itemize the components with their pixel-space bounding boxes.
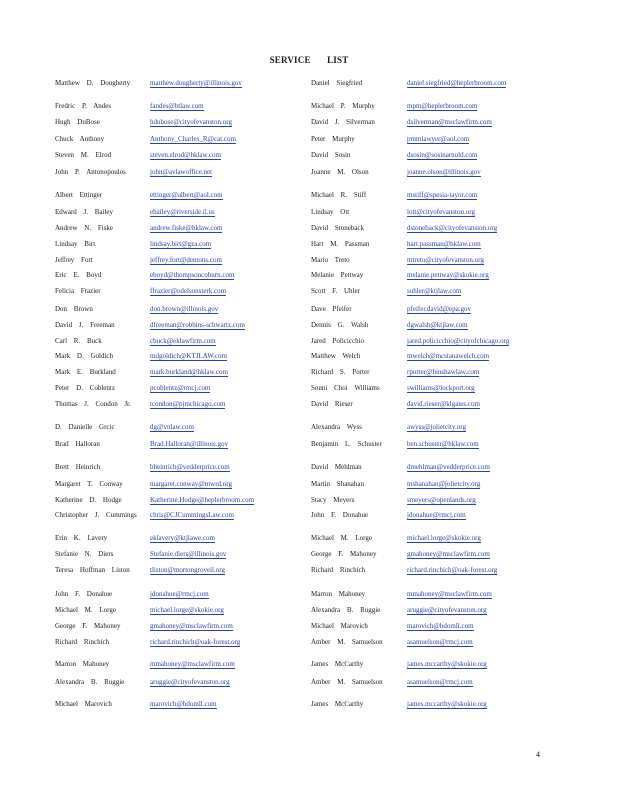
left-entry-email-link[interactable]: mark.burkland@hklaw.com xyxy=(150,368,228,376)
right-entry-email-link[interactable]: gmahoney@msclawfirm.com xyxy=(407,550,490,558)
left-entry-email-link[interactable]: ebailey@riverside.il.us xyxy=(150,208,215,216)
left-entry-name: Michael Marovich xyxy=(55,700,112,708)
left-entry-name: Marron Mahoney xyxy=(55,660,110,668)
left-entry-email-link[interactable]: ffrazier@odelsonsterk.com xyxy=(150,287,227,295)
right-entry-email-link[interactable]: mwelch@mcstanawelch.com xyxy=(407,352,490,360)
right-entry-name: George F. Mahoney xyxy=(311,550,377,558)
left-entry-email-link[interactable]: Brad.Halloran@illinois.gov xyxy=(150,440,228,448)
left-entry-email-link[interactable]: mmahoney@msclawfirm.com xyxy=(150,660,235,668)
left-entry-email-link[interactable]: aruggie@cityofevanston.org xyxy=(150,678,230,686)
left-entry-email-link[interactable]: fandes@btlaw.com xyxy=(150,102,204,110)
right-entry-email-link[interactable]: dsosin@sosinarnold.com xyxy=(407,151,478,159)
right-entry-name: Alexandra B. Ruggie xyxy=(311,606,381,614)
left-entry-name: Michael M. Lorge xyxy=(55,606,116,614)
right-entry-email-link[interactable]: pmmlawyer@aol.com xyxy=(407,135,470,143)
right-entry-name: Stacy Meyers xyxy=(311,496,355,504)
left-entry-name: Richard Rinchich xyxy=(55,638,110,646)
right-entry-email-link[interactable]: mmahoney@msclawfirm.com xyxy=(407,590,492,598)
right-entry-name: Dennis G. Walsh xyxy=(311,321,369,329)
right-entry-name: Benjamin L. Schuster xyxy=(311,440,382,448)
right-entry-email-link[interactable]: asamuelson@rmcj.com xyxy=(407,638,473,646)
left-entry-email-link[interactable]: don.brown@illinois.gov xyxy=(150,305,219,313)
left-entry-email-link[interactable]: cbuck@eklawfirm.com xyxy=(150,337,216,345)
right-entry-name: Scott F. Uhler xyxy=(311,287,360,295)
left-entry-email-link[interactable]: matthew.dougherty@illinois.gov xyxy=(150,79,242,87)
left-entry-name: Mark D. Goldich xyxy=(55,352,114,360)
right-entry-email-link[interactable]: james.mccarthy@skokie.org xyxy=(407,660,487,668)
right-entry-email-link[interactable]: swilliams@lockport.org xyxy=(407,384,475,392)
right-entry-email-link[interactable]: awyss@jolietcity.org xyxy=(407,423,466,431)
left-entry-name: Felicia Frazier xyxy=(55,287,101,295)
left-entry-email-link[interactable]: eboyd@thompsoncoburn.com xyxy=(150,271,235,279)
right-entry-name: James McCarthy xyxy=(311,660,364,668)
right-entry-email-link[interactable]: mstiff@spesia-tayor.com xyxy=(407,191,478,199)
right-entry-email-link[interactable]: hart.passman@hklaw.com xyxy=(407,240,481,248)
right-entry-name: David Sosin xyxy=(311,151,351,159)
right-entry-email-link[interactable]: david.rieser@klgates.com xyxy=(407,400,480,408)
right-entry-email-link[interactable]: aruggie@cityofevanston.org xyxy=(407,606,487,614)
right-entry-name: Dave Pfeifer xyxy=(311,305,352,313)
left-entry-name: John P. Antonopoulos xyxy=(55,168,126,176)
right-entry-name: James McCarthy xyxy=(311,700,364,708)
left-entry-email-link[interactable]: tliston@mortongroveil.org xyxy=(150,566,225,574)
left-entry-name: Teresa Hoffman Liston xyxy=(55,566,130,574)
right-entry-email-link[interactable]: michael.lorge@skokie.org xyxy=(407,534,481,542)
left-entry-name: Edward J. Bailey xyxy=(55,208,114,216)
left-entry-name: Brad Halloran xyxy=(55,440,100,448)
left-entry-email-link[interactable]: Anthony_Charles_R@cat.com xyxy=(150,135,236,143)
left-entry-name: Jeffrey Fort xyxy=(55,256,93,264)
left-entry-email-link[interactable]: pcoblentz@rmcj.com xyxy=(150,384,211,392)
left-entry-email-link[interactable]: marovich@hdomll.com xyxy=(150,700,217,708)
right-entry-email-link[interactable]: dgwalsh@ktjlaw.com xyxy=(407,321,468,329)
right-entry-name: David Rieser xyxy=(311,400,353,408)
right-entry-email-link[interactable]: daniel.siegfried@heplerbroom.com xyxy=(407,79,507,87)
right-entry-name: Richard Rinchich xyxy=(311,566,366,574)
right-entry-email-link[interactable]: suhler@ktjlaw.com xyxy=(407,287,462,295)
left-entry-name: Fredric P. Andes xyxy=(55,102,112,110)
right-entry-email-link[interactable]: james.mccarthy@skokie.org xyxy=(407,700,487,708)
left-entry-name: Christopher J. Cummings xyxy=(55,511,137,519)
left-entry-name: Peter D. Coblentz xyxy=(55,384,115,392)
right-entry-name: Hart M. Passman xyxy=(311,240,370,248)
right-entry-name: Daniel Siegfried xyxy=(311,79,363,87)
right-entry-email-link[interactable]: rporter@hinshawlaw.com xyxy=(407,368,480,376)
right-entry-email-link[interactable]: marovich@hdomll.com xyxy=(407,622,474,630)
left-entry-email-link[interactable]: andrew.fiske@hklaw.com xyxy=(150,224,223,232)
right-entry-email-link[interactable]: dsilverman@msclawfirm.com xyxy=(407,118,492,126)
page-number: 4 xyxy=(536,750,540,759)
right-entry-name: Mario Treto xyxy=(311,256,350,264)
right-entry-name: Melanie Pettway xyxy=(311,271,364,279)
left-entry-email-link[interactable]: mdgoldich@KTJLAW.com xyxy=(150,352,227,360)
right-entry-email-link[interactable]: joanne.olson@illinois.gov xyxy=(407,168,481,176)
right-entry-email-link[interactable]: richard.rinchich@oak-forest.org xyxy=(407,566,498,574)
left-entry-email-link[interactable]: gmahoney@msclawfirm.com xyxy=(150,622,233,630)
left-entry-email-link[interactable]: john@avlawoffice.net xyxy=(150,168,213,176)
right-entry-name: Michael P. Murphy xyxy=(311,102,375,110)
right-entry-email-link[interactable]: lott@cityofevanston.org xyxy=(407,208,475,216)
left-entry-email-link[interactable]: Katherine.Hodge@heplerbroom.com xyxy=(150,496,255,504)
right-entry-name: Alexandra Wyss xyxy=(311,423,362,431)
right-entry-email-link[interactable]: ben.schuster@hklaw.com xyxy=(407,440,479,448)
left-entry-email-link[interactable]: dg@vnlaw.com xyxy=(150,423,194,431)
right-entry-name: Martin Shanahan xyxy=(311,480,365,488)
left-entry-name: Katherine D. Hodge xyxy=(55,496,122,504)
page-title: SERVICE LIST xyxy=(269,55,349,65)
right-entry-name: Richard S. Porter xyxy=(311,368,370,376)
right-entry-name: Michael R. Stiff xyxy=(311,191,367,199)
left-entry-name: D. Danielle Grcic xyxy=(55,423,115,431)
left-entry-name: Carl R. Buck xyxy=(55,337,102,345)
left-entry-email-link[interactable]: eklavery@ktjlawe.com xyxy=(150,534,215,542)
right-entry-name: Matthew Welch xyxy=(311,352,361,360)
left-entry-email-link[interactable]: chris@CJCummingsLaw.com xyxy=(150,511,234,519)
right-entry-email-link[interactable]: smeyers@openlands.org xyxy=(407,496,476,504)
left-entry-email-link[interactable]: hdubose@cityofevanston.org xyxy=(150,118,232,126)
left-entry-email-link[interactable]: lindsay.birt@gza.com xyxy=(150,240,212,248)
right-entry-name: Michael Marovich xyxy=(311,622,368,630)
left-entry-name: David J. Freeman xyxy=(55,321,115,329)
left-entry-email-link[interactable]: Stefanie.diers@illinois.gov xyxy=(150,550,227,558)
left-entry-email-link[interactable]: dfreeman@robbins-schwartz.com xyxy=(150,321,245,329)
right-entry-name: David Stoneback xyxy=(311,224,365,232)
right-entry-email-link[interactable]: mpm@heplerbroom.com xyxy=(407,102,478,110)
right-entry-email-link[interactable]: mshanahan@jolietcity.org xyxy=(407,480,481,488)
right-entry-email-link[interactable]: asamuelson@rmcj.com xyxy=(407,678,473,686)
left-entry-name: Brett Heinrich xyxy=(55,463,101,471)
right-entry-name: Sonni Choi Williams xyxy=(311,384,380,392)
left-entry-name: Hugh DuBose xyxy=(55,118,100,126)
right-entry-name: Joanne M. Olson xyxy=(311,168,369,176)
right-entry-name: Amber M. Samuelson xyxy=(311,678,383,686)
right-entry-name: David J. Silverman xyxy=(311,118,375,126)
left-entry-email-link[interactable]: margaret.conway@mwrd.org xyxy=(150,480,232,488)
left-entry-email-link[interactable]: jdonahue@rmcj.com xyxy=(150,590,209,598)
left-entry-name: Albert Ettinger xyxy=(55,191,103,199)
right-entry-email-link[interactable]: jared.policicchio@cityofchicago.org xyxy=(407,337,510,345)
right-entry-email-link[interactable]: melanie.pettway@skokie.org xyxy=(407,271,489,279)
left-entry-name: Stefanie N. Diers xyxy=(55,550,114,558)
right-entry-name: Marron Mahoney xyxy=(311,590,366,598)
left-entry-name: Eric E. Boyd xyxy=(55,271,102,279)
right-entry-name: John F. Donahue xyxy=(311,511,369,519)
right-entry-name: Amber M. Samuelson xyxy=(311,638,383,646)
left-entry-email-link[interactable]: ettinger@albert@aol.com xyxy=(150,191,223,199)
left-entry-name: Andrew N. Fiske xyxy=(55,224,114,232)
right-entry-name: Michael M. Lorge xyxy=(311,534,372,542)
right-entry-name: Jared Policicchio xyxy=(311,337,365,345)
right-entry-email-link[interactable]: dmehlman@vedderprice.com xyxy=(407,463,490,471)
left-entry-email-link[interactable]: richard.rinchich@oak-forest.org xyxy=(150,638,241,646)
left-entry-name: Don Brown xyxy=(55,305,93,313)
left-entry-name: Erin K. Lavery xyxy=(55,534,108,542)
left-entry-email-link[interactable]: bheinrich@vedderprice.com xyxy=(150,463,230,471)
left-entry-name: Mark E. Burkland xyxy=(55,368,116,376)
left-entry-email-link[interactable]: steven.elrod@hklaw.com xyxy=(150,151,221,159)
left-entry-name: Steven M. Elrod xyxy=(55,151,112,159)
left-entry-name: Margaret T. Conway xyxy=(55,480,123,488)
right-entry-email-link[interactable]: dstoneback@cityofevanston.org xyxy=(407,224,498,232)
left-entry-email-link[interactable]: michael.lorge@skokie.org xyxy=(150,606,224,614)
left-entry-name: Chuck Anthony xyxy=(55,135,105,143)
left-entry-email-link[interactable]: tcondon@pjmchicago.com xyxy=(150,400,226,408)
left-entry-name: Lindsay Birt xyxy=(55,240,96,248)
left-entry-name: Alexandra B. Ruggie xyxy=(55,678,125,686)
left-entry-name: Matthew D. Dougherty xyxy=(55,79,131,87)
right-entry-email-link[interactable]: mtreto@cityofevanston.org xyxy=(407,256,484,264)
left-entry-email-link[interactable]: jeffrey.fort@dentons.com xyxy=(150,256,222,264)
right-entry-name: Lindsay Ott xyxy=(311,208,350,216)
left-entry-name: George F. Mahoney xyxy=(55,622,121,630)
right-entry-name: David Mehlman xyxy=(311,463,362,471)
left-entry-name: Thomas J. Condon Jr. xyxy=(55,400,131,408)
right-entry-name: Peter Murphy xyxy=(311,135,355,143)
right-entry-email-link[interactable]: jdonahue@rmcj.com xyxy=(407,511,466,519)
right-entry-email-link[interactable]: pfeifer.david@epa.gov xyxy=(407,305,471,313)
left-entry-name: John F. Donahue xyxy=(55,590,113,598)
